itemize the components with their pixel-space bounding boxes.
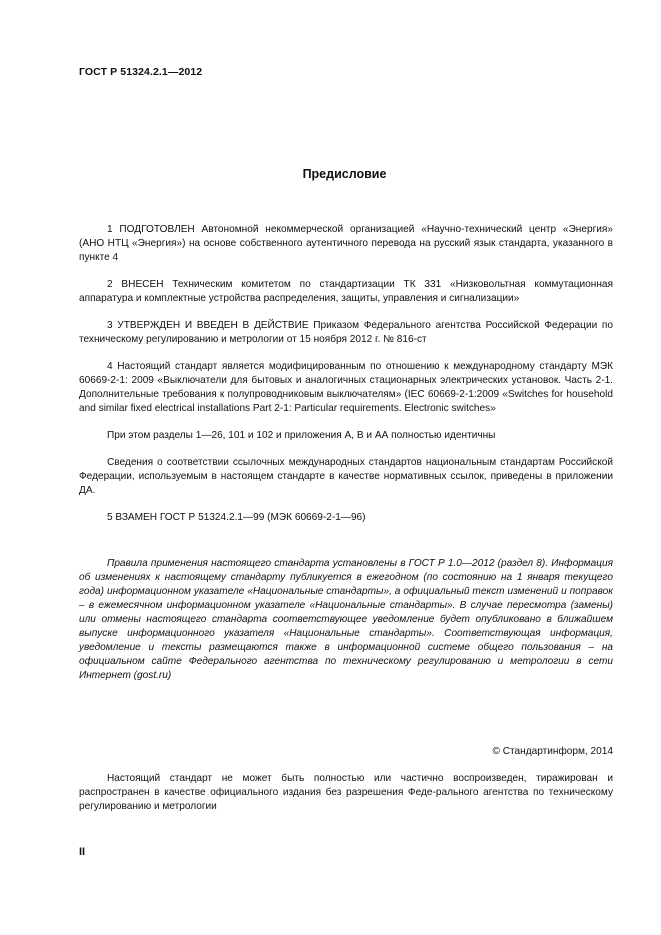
paragraph-introduced-by: 2 ВНЕСЕН Техническим комитетом по стандартизации ТК 331 «Низковольтная коммутационная аппаратура и комплектные устройства распределения, защиты, управления и сигнализации» [79,279,613,304]
paragraph-replaces: 5 ВЗАМЕН ГОСТ Р 51324.2.1—99 (МЭК 60669-2-1—96) [107,512,366,523]
paragraph-references-info: Сведения о соответствии ссылочных международных стандартов национальным стандартам Российской Федерации, используемым в настоящем стандарте в качестве нормативных ссылок, приведены в приложении ДА. [79,457,613,496]
page-number: II [79,846,86,858]
preface-heading: Предисловие [302,167,387,181]
preface-body [79,223,613,683]
paragraph-identical-sections: При этом разделы 1—26, 101 и 102 и приложения А, В и АА полностью идентичны [107,430,496,441]
document-id-header: ГОСТ Р 51324.2.1—2012 [79,66,203,78]
paragraph-approved: 3 УТВЕРЖДЕН И ВВЕДЕН В ДЕЙСТВИЕ Приказом Федерального агентства Российской Федерации по техническому регулированию и метрологии от 15 ноября 2012 г. № 816-ст [79,320,613,345]
paragraph-modified-standard: 4 Настоящий стандарт является модифицированным по отношению к международному стандарту МЭК 60669-2-1: 2009 «Выключатели для бытовых и аналогичных стационарных электрических установок. Часть 2-1. Дополнительные требования к полупроводниковым выключателям» (IEC 60669-2-1:2009 «Switches for household and similar fixed electrical installations Part 2-1: Particular requirements. Electronic switches» [79,361,613,414]
application-rules-notice: Правила применения настоящего стандарта установлены в ГОСТ Р 1.0—2012 (раздел 8). Информация об изменениях к настоящему стандарту публикуется в ежегодном (по состоянию на 1 января текущего года) информационном указателе «Национальные стандарты», а официальный текст изменений и поправок – в ежемесячном информационном указателе «Национальные стандарты». В случае пересмотра (замены) или отмены настоящего стандарта соответствующее уведомление будет опубликовано в ближайшем выпуске информационного указателя «Национальные стандарты». Соответствующая информация, уведомление и тексты размещаются также в информационной системе общего пользования – на официальном сайте Федерального агентства по техническому регулированию и метрологии в сети Интернет (gost.ru) [79,558,613,681]
copyright-line: © Стандартинформ, 2014 [492,746,613,757]
reproduction-notice: Настоящий стандарт не может быть полностью или частично воспроизведен, тиражирован и распространен в качестве официального издания без разрешения Феде-рального агентства по техническому регулированию и метрологии [79,773,613,812]
paragraph-prepared-by: 1 ПОДГОТОВЛЕН Автономной некоммерческой организацией «Научно-технический центр «Энергия» (АНО НТЦ «Энергия») на основе собственного аутентичного перевода на русский язык стандарта, указанного в пункте 4 [79,224,613,263]
